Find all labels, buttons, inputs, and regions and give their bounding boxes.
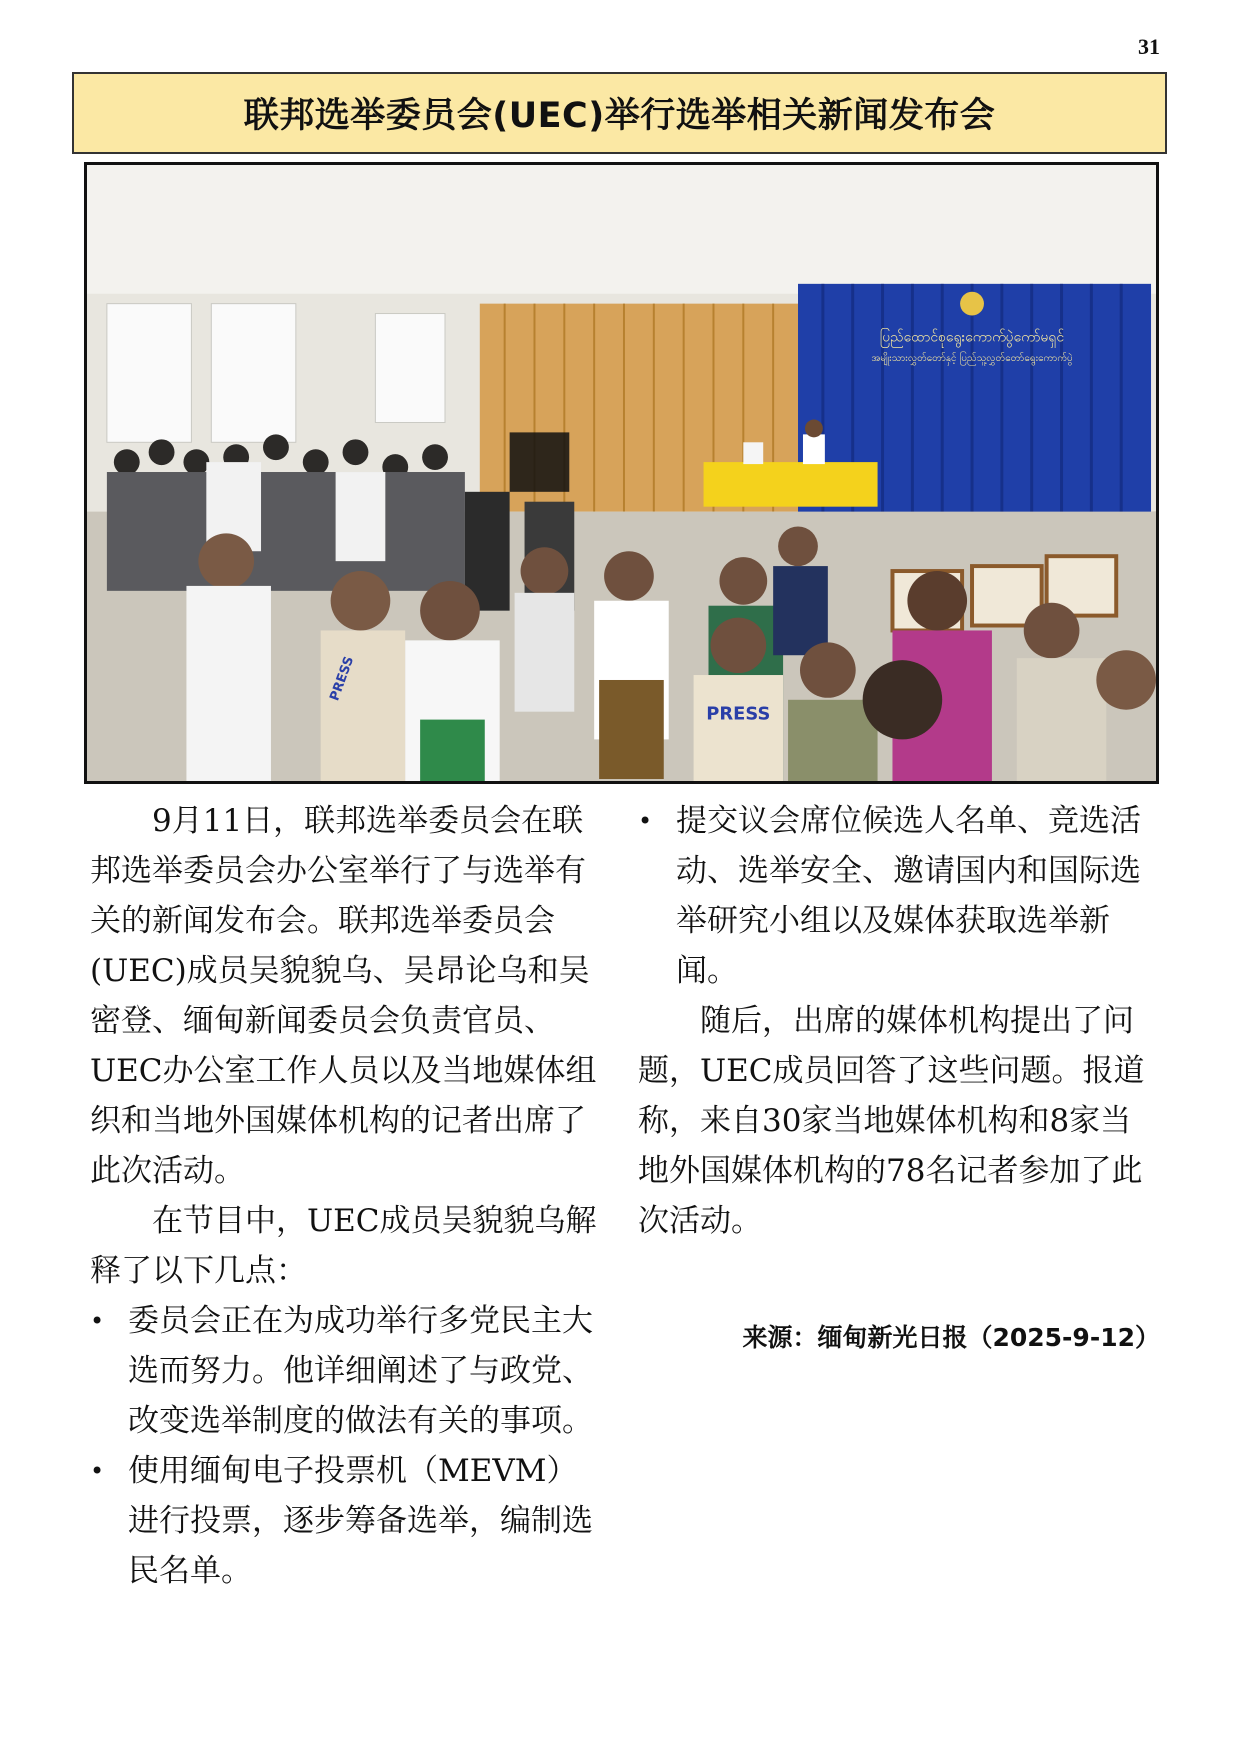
press-vest-label-2: PRESS (327, 654, 358, 703)
bullet-item-2: • 使用缅甸电子投票机（MEVM）进行投票，逐步筹备选举，编制选民名单。 (90, 1446, 600, 1596)
press-vest-label: PRESS (706, 703, 771, 725)
right-column (638, 796, 1158, 1246)
press-conference-photo (84, 162, 1159, 784)
paragraph-1: 9月11日，联邦选举委员会在联邦选举委员会办公室举行了与选举有关的新闻发布会。联邦选举委员会(UEC)成员吴貌貌乌、吴昂论乌和吴密登、缅甸新闻委员会负责官员、UEC办公室工作人员以及当地媒体组织和当地外国媒体机构的记者出席了此次活动。 (90, 803, 597, 1189)
paragraph-3: 随后，出席的媒体机构提出了问题，UEC成员回答了这些问题。报道称，来自30家当地媒体机构和8家当地外国媒体机构的78名记者参加了此次活动。 (638, 1003, 1145, 1239)
article-title: 联邦选举委员会(UEC)举行选举相关新闻发布会 (72, 72, 1167, 154)
head-table (704, 462, 878, 507)
source-citation: 来源：缅甸新光日报（2025-9-12） (742, 1323, 1160, 1352)
left-column (90, 796, 600, 1596)
bullet-item-3: • 提交议会席位候选人名单、竞选活动、选举安全、邀请国内和国际选举研究小组以及媒体获取选举新闻。 (638, 796, 1158, 996)
bullet-item-1: • 委员会正在为成功举行多党民主大选而努力。他详细阐述了与政党、改变选举制度的做法有关的事项。 (90, 1296, 600, 1446)
banner-line-1: ပြည်ထောင်စုရွေးကောက်ပွဲကော်မရှင် (879, 329, 1065, 346)
photo-illustration (87, 165, 1156, 781)
press-vest (321, 630, 406, 781)
emblem-icon (960, 292, 984, 316)
banner-line-2: အမျိုးသားလွှတ်တော်နှင့် ပြည်သူ့လွှတ်တော်ရွေးကောက်ပွဲ (871, 353, 1073, 365)
page-number: 31 (1138, 34, 1160, 59)
paragraph-2: 在节目中，UEC成员吴貌貌乌解释了以下几点： (90, 1203, 597, 1289)
